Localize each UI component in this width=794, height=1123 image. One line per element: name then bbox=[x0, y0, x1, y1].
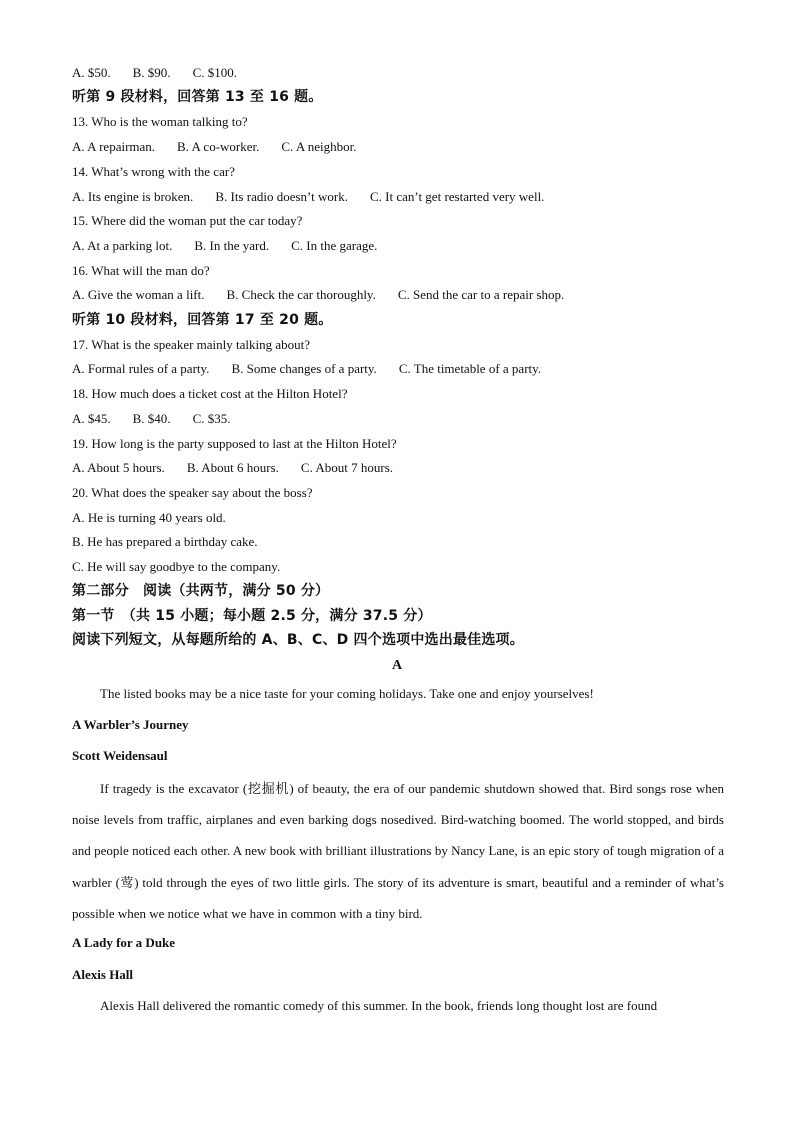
q20-option-b: B. He has prepared a birthday cake. bbox=[72, 534, 258, 549]
q13-options bbox=[72, 139, 357, 155]
q17-options bbox=[72, 361, 541, 377]
part-two-heading: 第二部分 阅读（共两节，满分 50 分） bbox=[72, 583, 330, 599]
option: A. At a parking lot. bbox=[72, 238, 173, 253]
listening-section-10-heading: 听第 10 段材料，回答第 17 至 20 题。 bbox=[72, 312, 333, 328]
q12-options bbox=[72, 65, 237, 81]
option: A. Give the woman a lift. bbox=[72, 287, 205, 302]
option: A. About 5 hours. bbox=[72, 460, 165, 475]
q17-stem: 17. What is the speaker mainly talking about? bbox=[72, 337, 311, 352]
reading-instruction: 阅读下列短文，从每题所给的 A、B、C、D 四个选项中选出最佳选项。 bbox=[72, 632, 524, 648]
q20-stem: 20. What does the speaker say about the boss? bbox=[72, 485, 313, 500]
q16-stem: 16. What will the man do? bbox=[72, 263, 210, 278]
book-author: Scott Weidensaul bbox=[72, 748, 168, 763]
q20-option-c: C. He will say goodbye to the company. bbox=[72, 559, 281, 574]
option: A. $50. bbox=[72, 65, 111, 80]
listening-section-9-heading: 听第 9 段材料，回答第 13 至 16 题。 bbox=[72, 89, 323, 105]
option: B. In the yard. bbox=[194, 238, 270, 253]
option: C. $35. bbox=[192, 411, 231, 426]
book-title: A Lady for a Duke bbox=[72, 935, 176, 950]
option: C. $100. bbox=[192, 65, 237, 80]
book-description: If tragedy is the excavator (挖掘机) of beauty, the era of our pandemic shutdown showed that. Bird songs rose when noise levels from traffic, airplanes and even barking dogs nosedived. Bird-watching boomed. The world stopped, and birds and people noticed each other. A new book with brilliant illustrations by Nancy Lane, is an epic story of tough migration of a warbler (莺) told through the eyes of two little girls. The story of its adventure is smart, beautiful and a reminder of what’s possible when we notice what we have in common with a tiny bird. bbox=[72, 781, 724, 921]
q14-options bbox=[72, 189, 544, 205]
q13-stem: 13. Who is the woman talking to? bbox=[72, 114, 248, 129]
q19-stem: 19. How long is the party supposed to last at the Hilton Hotel? bbox=[72, 436, 397, 451]
option: A. A repairman. bbox=[72, 139, 156, 154]
option: A. Its engine is broken. bbox=[72, 189, 194, 204]
option: B. Its radio doesn’t work. bbox=[215, 189, 348, 204]
option: C. A neighbor. bbox=[281, 139, 357, 154]
option: B. $40. bbox=[132, 411, 171, 426]
q18-options bbox=[72, 411, 230, 427]
option: B. $90. bbox=[132, 65, 171, 80]
option: B. About 6 hours. bbox=[186, 460, 279, 475]
option: B. A co-worker. bbox=[177, 139, 260, 154]
passage-intro: The listed books may be a nice taste for your coming holidays. Take one and enjoy yourselves! bbox=[100, 686, 594, 701]
option: C. In the garage. bbox=[291, 238, 378, 253]
q15-stem: 15. Where did the woman put the car today? bbox=[72, 213, 303, 228]
q15-options bbox=[72, 238, 377, 254]
option: C. Send the car to a repair shop. bbox=[397, 287, 565, 302]
option: B. Check the car thoroughly. bbox=[226, 287, 376, 302]
book-author: Alexis Hall bbox=[72, 967, 134, 982]
book-title: A Warbler’s Journey bbox=[72, 717, 189, 732]
option: A. Formal rules of a party. bbox=[72, 361, 210, 376]
q16-options bbox=[72, 287, 564, 303]
option: C. It can’t get restarted very well. bbox=[369, 189, 545, 204]
option: C. The timetable of a party. bbox=[398, 361, 542, 376]
q14-stem: 14. What’s wrong with the car? bbox=[72, 164, 235, 179]
q20-option-a: A. He is turning 40 years old. bbox=[72, 510, 226, 525]
q19-options bbox=[72, 460, 393, 476]
passage-label: A bbox=[391, 658, 403, 673]
option: C. About 7 hours. bbox=[300, 460, 393, 475]
book-description: Alexis Hall delivered the romantic comedy of this summer. In the book, friends long thought lost are found bbox=[100, 998, 658, 1013]
section-one-heading: 第一节 （共 15 小题；每小题 2.5 分，满分 37.5 分） bbox=[72, 608, 432, 624]
q18-stem: 18. How much does a ticket cost at the Hilton Hotel? bbox=[72, 386, 348, 401]
option: A. $45. bbox=[72, 411, 111, 426]
option: B. Some changes of a party. bbox=[231, 361, 377, 376]
